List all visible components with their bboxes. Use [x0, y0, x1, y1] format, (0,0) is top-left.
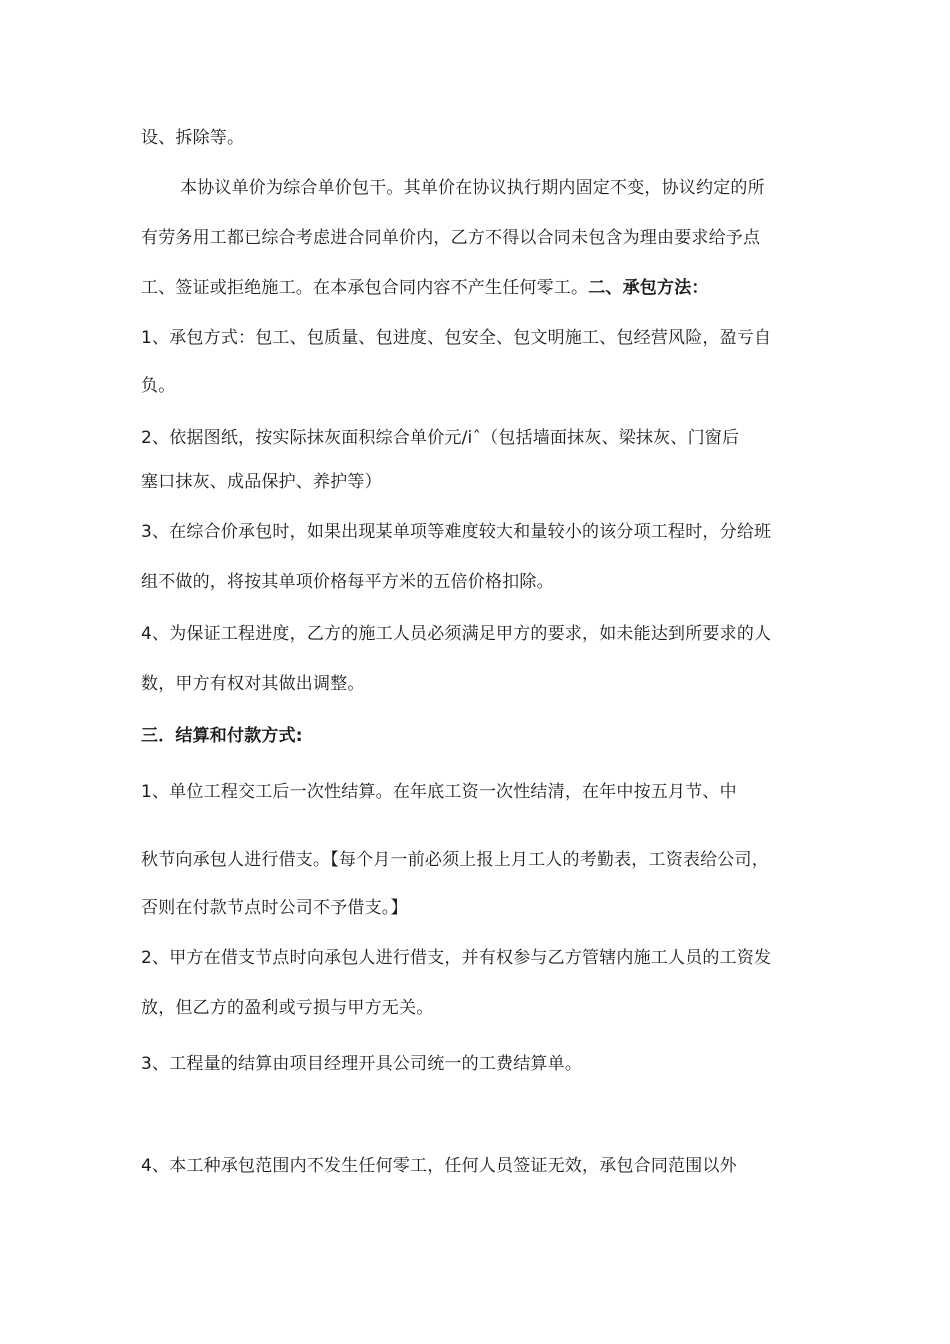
paragraph-line [141, 276, 709, 300]
section-heading: 三．结算和付款方式: [141, 726, 303, 746]
paragraph-line: 秋节向承包人进行借支。【每个月一前必须上报上月工人的考勤表，工资表给公司， [141, 850, 769, 870]
paragraph-line: 数，甲方有权对其做出调整。 [141, 674, 365, 694]
paragraph-line: 塞口抹灰、成品保护、养护等） [141, 472, 382, 492]
paragraph-line: 2、甲方在借支节点时向承包人进行借支，并有权参与乙方管辖内施工人员的工资发 [141, 948, 772, 968]
paragraph-line: 2、依据图纸，按实际抹灰面积综合单价元/iˆ（包括墙面抹灰、梁抹灰、门窗后 [141, 428, 740, 448]
paragraph-line: 1、单位工程交工后一次性结算。在年底工资一次性结清，在年中按五月节、中 [141, 782, 737, 802]
paragraph-line: 3、在综合价承包时，如果出现某单项等难度较大和量较小的该分项工程时，分给班 [141, 522, 772, 542]
paragraph-text: 工、签证或拒绝施工。在本承包合同内容不产生任何零工。 [141, 278, 589, 298]
paragraph-line: 4、为保证工程进度，乙方的施工人员必须满足甲方的要求，如未能达到所要求的人 [141, 624, 772, 644]
paragraph-line: 负。 [141, 376, 176, 396]
paragraph-line: 1、承包方式：包工、包质量、包进度、包安全、包文明施工、包经营风险，盈亏自 [141, 328, 772, 348]
section-heading: 二、承包方法： [588, 278, 709, 298]
paragraph-line: 放，但乙方的盈利或亏损与甲方无关。 [141, 998, 434, 1018]
paragraph-line: 组不做的，将按其单项价格每平方米的五倍价格扣除。 [141, 572, 554, 592]
paragraph-line: 否则在付款节点时公司不予借支。】 [141, 898, 408, 918]
paragraph-line: 3、工程量的结算由项目经理开具公司统一的工费结算单。 [141, 1054, 583, 1074]
paragraph-line: 设、拆除等。 [141, 128, 245, 148]
paragraph-line: 有劳务用工都已综合考虑进合同单价内，乙方不得以合同未包含为理由要求给予点 [141, 228, 761, 248]
paragraph-line: 本协议单价为综合单价包干。其单价在协议执行期内固定不变，协议约定的所 [180, 178, 765, 198]
paragraph-line: 4、本工种承包范围内不发生任何零工，任何人员签证无效，承包合同范围以外 [141, 1156, 737, 1176]
